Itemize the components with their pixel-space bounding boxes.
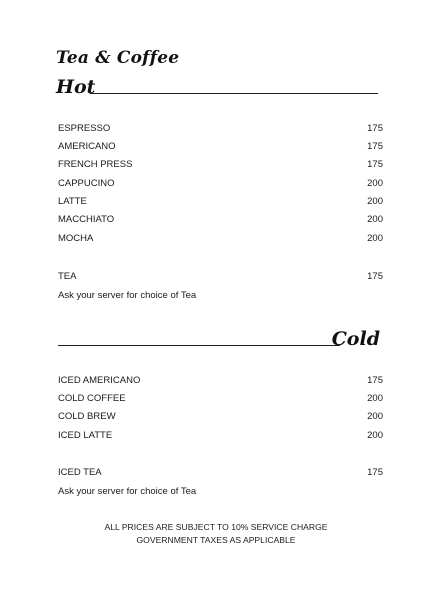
item-name: COLD COFFEE	[58, 393, 126, 404]
menu-item	[58, 158, 383, 172]
menu-item	[58, 122, 383, 136]
menu-item-tea	[58, 270, 383, 284]
item-name: FRENCH PRESS	[58, 159, 133, 170]
menu-item-iced-tea	[58, 466, 383, 480]
item-name: ESPRESSO	[58, 123, 111, 134]
section-label-cold: Cold	[331, 328, 380, 350]
item-price: 200	[367, 393, 383, 404]
iced-tea-note: Ask your server for choice of Tea	[58, 486, 197, 497]
item-name: ICED LATTE	[58, 430, 113, 441]
item-name: CAPPUCINO	[58, 178, 115, 189]
footer-taxes: GOVERNMENT TAXES AS APPLICABLE	[136, 535, 296, 545]
footer-service-charge: ALL PRICES ARE SUBJECT TO 10% SERVICE CHARGE	[104, 522, 328, 532]
menu-item	[58, 374, 383, 388]
item-price: 175	[367, 375, 383, 386]
menu-item	[58, 213, 383, 227]
item-price: 200	[367, 196, 383, 207]
item-name: COLD BREW	[58, 411, 116, 422]
item-price: 175	[367, 123, 383, 134]
section-label-hot: Hot	[56, 76, 96, 98]
menu-item	[58, 429, 383, 443]
menu-item	[58, 392, 383, 406]
section-divider-hot	[90, 93, 378, 94]
item-price: 200	[367, 430, 383, 441]
item-price: 200	[367, 233, 383, 244]
menu-item	[58, 177, 383, 191]
item-price: 175	[367, 159, 383, 170]
tea-note: Ask your server for choice of Tea	[58, 290, 197, 301]
item-name: ICED TEA	[58, 467, 102, 478]
item-price: 200	[367, 214, 383, 225]
menu-item	[58, 195, 383, 209]
menu-item	[58, 410, 383, 424]
item-name: MOCHA	[58, 233, 94, 244]
item-name: ICED AMERICANO	[58, 375, 141, 386]
menu-item	[58, 232, 383, 246]
item-price: 175	[367, 271, 383, 282]
section-header-hot	[56, 76, 378, 100]
item-price: 200	[367, 411, 383, 422]
item-name: MACCHIATO	[58, 214, 115, 225]
menu-title: Tea & Coffee	[56, 48, 180, 68]
item-price: 175	[367, 141, 383, 152]
item-name: LATTE	[58, 196, 87, 207]
section-header-cold	[58, 328, 380, 352]
item-name: TEA	[58, 271, 77, 282]
item-name: AMERICANO	[58, 141, 116, 152]
menu-item	[58, 140, 383, 154]
item-price: 175	[367, 467, 383, 478]
item-price: 200	[367, 178, 383, 189]
section-divider-cold	[58, 345, 340, 346]
